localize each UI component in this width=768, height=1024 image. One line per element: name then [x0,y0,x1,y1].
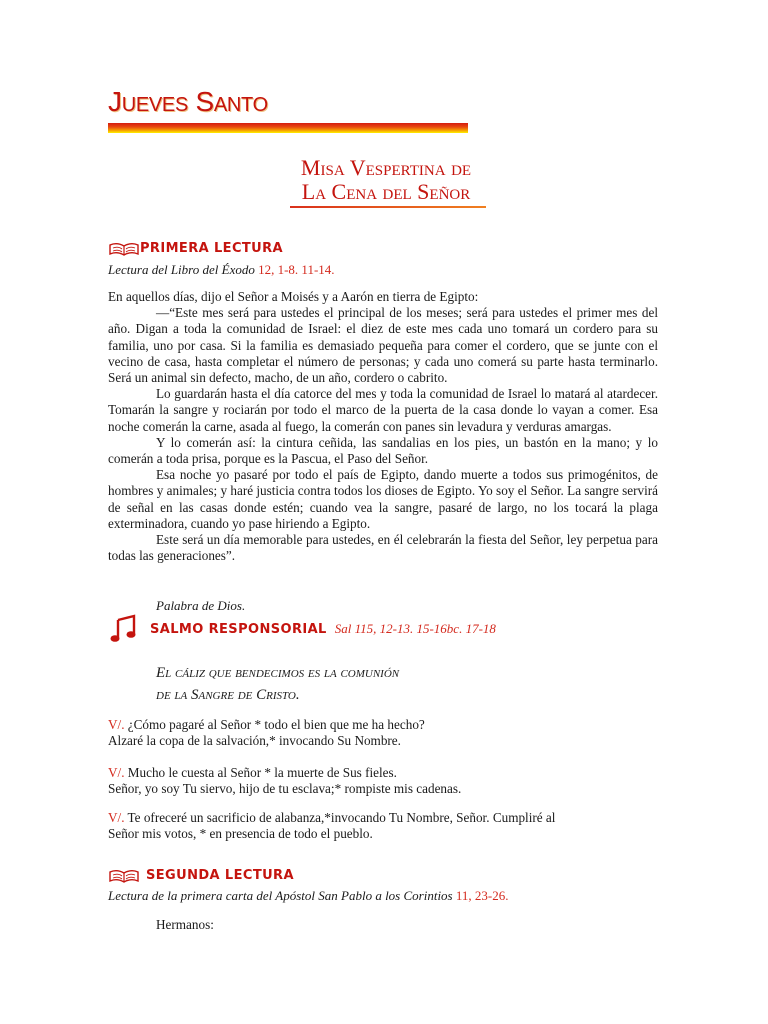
music-note-icon [110,614,140,644]
subtitle-line-1: Misa Vespertina de [300,155,472,180]
subtitle-underline [290,206,486,208]
psalm-antiphon [156,662,496,706]
second-reading-opening: Hermanos: [156,917,214,932]
verse-line: Señor mis votos, * en presencia de todo el pueblo. [108,826,373,842]
first-reading-heading: PRIMERA LECTURA [140,241,283,256]
verse-mark: V/. [108,765,125,780]
first-reading-body [108,289,658,564]
verse-line: ¿Cómo pagaré al Señor * todo el bien que me ha hecho? [127,717,425,732]
verse-mark: V/. [108,717,125,732]
verse-line: Mucho le cuesta al Señor * la muerte de Sus fieles. [127,765,397,780]
subtitle-line-2: La Cena del Señor [301,179,471,204]
second-reading-heading: SEGUNDA LECTURA [146,868,294,883]
second-reading-reference [108,888,508,904]
word-of-god-closing: Palabra de Dios. [156,598,246,613]
subtitle [256,156,516,204]
second-reading-citation: 11, 23-26. [455,888,509,903]
first-reading-source: Lectura del Libro del Éxodo [108,262,255,277]
first-reading-heading-row [108,241,283,256]
first-reading-paragraph: Esa noche yo pasaré por todo el país de Egipto, dando muerte a todos sus primogénitos, de hombres y animales; y haré justicia contra todos los dioses de Egipto. Yo soy el Señor. La sangre servirá de señal en las casas donde estén; cuando vea la sangre, pasaré de largo, no los tocará la plaga exterminadora, cuando yo pase hiriendo a Egipto. [108,467,658,531]
psalm-verse [108,717,648,749]
psalm-heading-row [110,614,496,644]
second-reading-source: Lectura de la primera carta del Apóstol San Pablo a los Corintios [108,888,453,903]
verse-line: Señor, yo soy Tu siervo, hijo de tu esclava;* rompiste mis cadenas. [108,781,462,797]
psalm-citation: Sal 115, 12-13. 15-16bc. 17-18 [334,621,496,636]
page-title: Jueves Santo [108,86,268,117]
first-reading-paragraph: —“Este mes será para ustedes el principal de los meses; será para ustedes el primer mes del año. Digan a toda la comunidad de Israel: el diez de este mes cada uno tomará un cordero para su familia, uno por casa. Si la familia es demasiado pequeña para comer el cordero, que se junte con el vecino de casa, hasta completar el número de personas; y cada uno comerá su parte hasta terminarlo. Será un animal sin defecto, macho, de un año, cordero o cabrito. [108,305,658,386]
first-reading-reference [108,262,335,278]
verse-mark: V/. [108,810,125,825]
open-book-icon [108,242,140,256]
psalm-heading: SALMO RESPONSORIAL [150,621,327,637]
first-reading-paragraph: Lo guardarán hasta el día catorce del mes y toda la comunidad de Israel lo matará al atardecer. Tomarán la sangre y rociarán por todo el marco de la puerta de la casa donde lo vayan a comer. Esa noche comerán la carne, asada al fuego, la comerán con panes sin levadura y verduras amargas. [108,386,658,434]
open-book-icon [108,869,140,883]
title-underline-bar [108,123,468,133]
verse-line: Te ofreceré un sacrificio de alabanza,*invocando Tu Nombre, Señor. Cumpliré al [127,810,556,825]
psalm-verse [108,765,648,797]
first-reading-paragraph: Y lo comerán así: la cintura ceñida, las sandalias en los pies, un bastón en la mano; y lo comerán a toda prisa, porque es la Pascua, el Paso del Señor. [108,434,658,467]
psalm-verse [108,810,648,842]
verse-line: Alzaré la copa de la salvación,* invocando Su Nombre. [108,733,401,749]
antiphon-line-2: de la Sangre de Cristo. [156,687,300,703]
first-reading-paragraph: Este será un día memorable para ustedes, en él celebrarán la fiesta del Señor, ley perpetua para todas las generaciones”. [108,532,658,564]
second-reading-heading-row [108,868,294,883]
antiphon-line-1: El cáliz que bendecimos es la comunión [156,665,400,681]
first-reading-citation: 12, 1-8. 11-14. [258,262,335,277]
first-reading-paragraph: En aquellos días, dijo el Señor a Moisés y a Aarón en tierra de Egipto: [108,289,479,304]
